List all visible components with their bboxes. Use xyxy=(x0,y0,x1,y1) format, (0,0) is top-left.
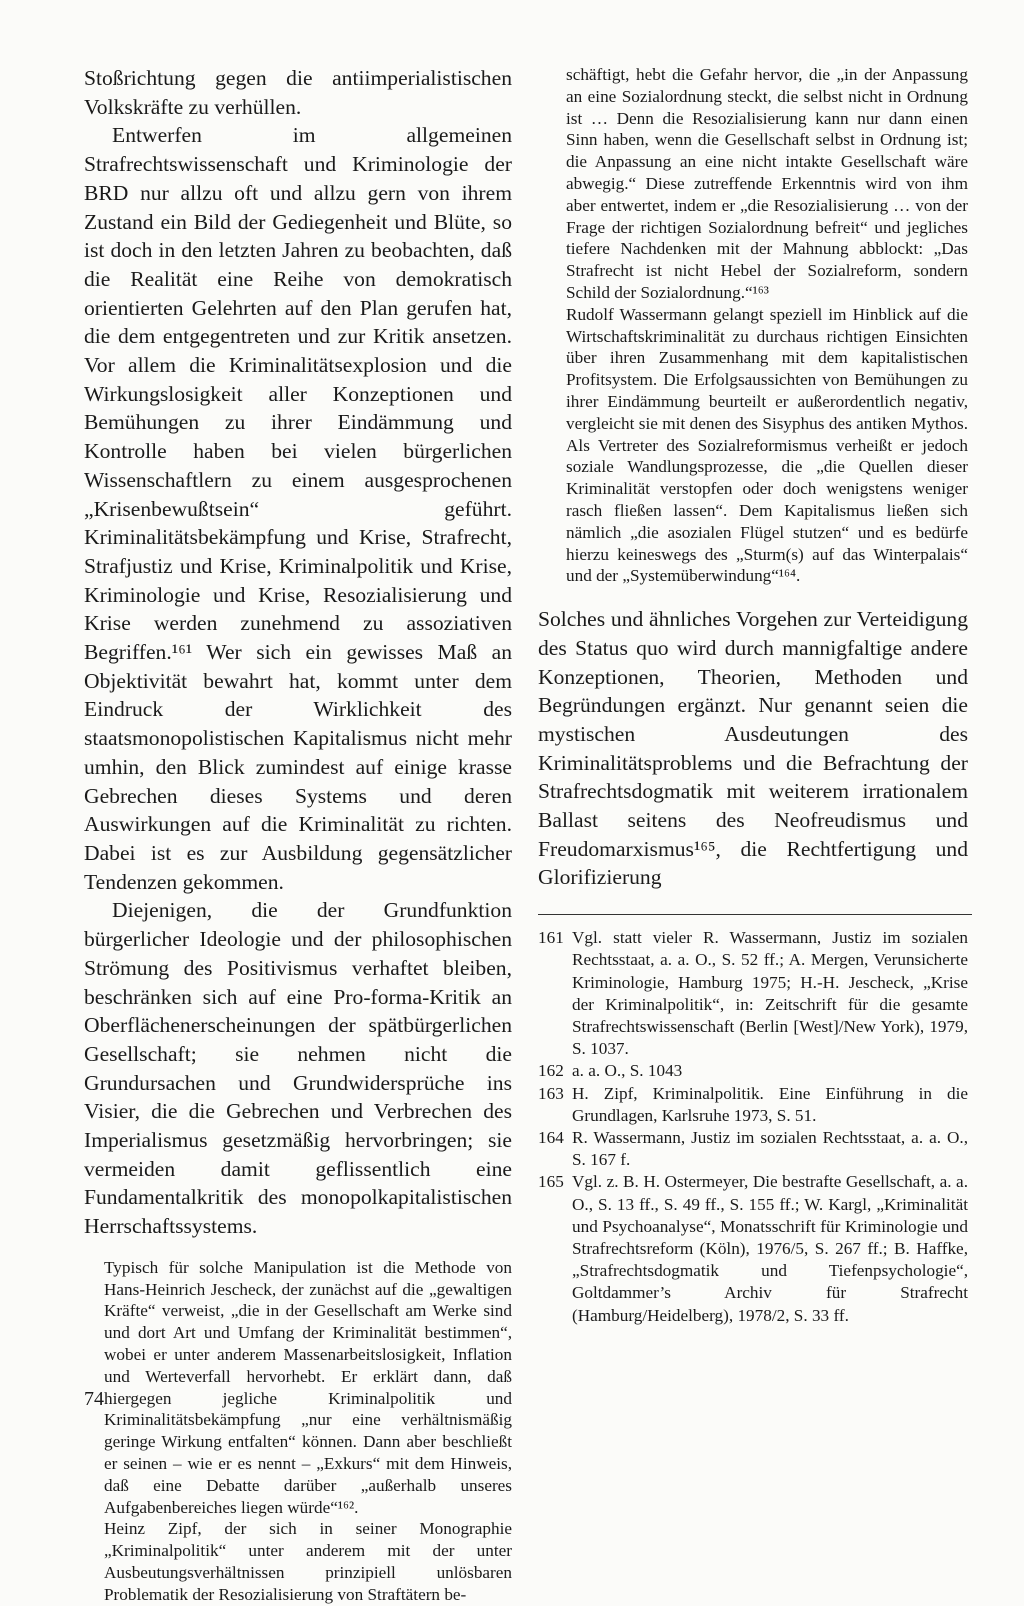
footnote-text: Vgl. z. B. H. Ostermeyer, Die bestrafte Gesellschaft, a. a. O., S. 13 ff., S. 49 ff., S. 155 ff.; W. Kargl, „Kriminalität und Psychoanalyse“, Monatsschrift für Kriminologie und Strafrechtsreform (Köln), 1976/5, S. 267 ff.; B. Haffke, „Strafrechtsdogmatik und Tiefenpsychologie“, Goltdammer’s Archiv für Strafrecht (Hamburg/Heidelberg), 1978/2, S. 33 ff. xyxy=(572,1172,968,1325)
body-paragraph: Entwerfen im allgemeinen Strafrechtswissenschaft und Kriminologie der BRD nur allzu oft und allzu gern von ihrem Zustand ein Bild der Gediegenheit und Blüte, so ist doch in den letzten Jahren zu beobachten, daß die Realität eine Reihe von demokratisch orientierten Gelehrten auf den Plan gerufen hat, die dem entgegentreten und zur Kritik ansetzen. Vor allem die Kriminalitätsexplosion und die Wirkungslosigkeit aller Konzeptionen und Bemühungen zu ihrer Eindämmung und Kontrolle haben bei vielen bürgerlichen Wissenschaftlern zu einem ausgesprochenen „Krisenbewußtsein“ geführt. Kriminalitätsbekämpfung und Krise, Strafrecht, Strafjustiz und Krise, Kriminalpolitik und Krise, Kriminologie und Krise, Resozialisierung und Krise werden zunehmend zu assoziativen Begriffen.¹⁶¹ Wer sich ein gewisses Maß an Objektivität bewahrt hat, kommt unter dem Eindruck der Wirklichkeit des staatsmonopolistischen Kapitalismus nicht mehr umhin, den Blick zumindest auf einige krasse Gebrechen dieses Systems und deren Auswirkungen auf die Kriminalität zu richten. Dabei ist es zur Ausbildung gegensätzlicher Tendenzen gekommen. xyxy=(84,123,512,894)
quote-block xyxy=(104,1257,512,1606)
footnotes xyxy=(538,927,968,1327)
body-paragraph: Stoßrichtung gegen die antiimperialistischen Volkskräfte zu verhüllen. xyxy=(84,66,512,119)
footnote-text: H. Zipf, Kriminalpolitik. Eine Einführung in die Grundlagen, Karlsruhe 1973, S. 51. xyxy=(572,1083,968,1125)
right-column xyxy=(538,64,968,1327)
quote-paragraph: Typisch für solche Manipulation ist die Methode von Hans-Heinrich Jescheck, der zunächst auf die „gewaltigen Kräfte“ verweist, „die in der Gesellschaft am Werke sind und dort Art und Umfang der Kriminalität bestimmen“, wobei er unter anderem Massenarbeitslosigkeit, Inflation und Werteverfall hervorhebt. Er erklärt dann, daß hiergegen jegliche Kriminalpolitik und Kriminalitätsbekämpfung „nur eine verhältnismäßig geringe Wirkung entfalten“ können. Dann aber beschließt er seinen – wie er es nennt – „Exkurs“ mit dem Hinweis, daß eine Debatte darüber „außerhalb unseres Aufgabenbereiches liegen würde“¹⁶². xyxy=(104,1257,512,1517)
footnote xyxy=(538,1083,968,1127)
body-paragraph: Solches und ähnliches Vorgehen zur Verteidigung des Status quo wird durch mannigfaltige andere Konzeptionen, Theorien, Methoden und Begründungen ergänzt. Nur genannt seien die mystischen Ausdeutungen des Kriminalitätsproblems und die Befrachtung der Strafrechtsdogmatik mit weiterem irrationalem Ballast seitens des Neofreudismus und Freudomarxismus¹⁶⁵, die Rechtfertigung und Glorifizierung xyxy=(538,607,968,890)
footnote-text: Vgl. statt vieler R. Wassermann, Justiz im sozialen Rechtsstaat, a. a. O., S. 52 ff.; A. Mergen, Verunsicherte Kriminologie, Hamburg 1975; H.-H. Jescheck, „Krise der Kriminalpolitik“, in: Zeitschrift für die gesamte Strafrechtswissenschaft (Berlin [West]/New York), 1979, S. 1037. xyxy=(572,928,968,1059)
footnote-number: 163 xyxy=(538,1083,564,1103)
footnote xyxy=(538,1127,968,1171)
footnote-text: a. a. O., S. 1043 xyxy=(572,1061,683,1081)
quote-block xyxy=(566,64,968,587)
footnote xyxy=(538,927,968,1060)
footnote-number: 164 xyxy=(538,1127,564,1147)
footnote-divider xyxy=(538,914,972,915)
body-paragraph: Diejenigen, die der Grundfunktion bürgerlicher Ideologie und der philosophischen Strömung des Positivismus verhaftet bleiben, beschränken sich auf eine Pro-forma-Kritik an Oberflächenerscheinungen der spätbürgerlichen Gesellschaft; sie nehmen nicht die Grundursachen und Grundwidersprüche ins Visier, die die Gebrechen und Verbrechen des Imperialismus gesetzmäßig hervorbringen; sie vermeiden damit geflissentlich eine Fundamentalkritik des monopolkapitalistischen Herrschaftssystems. xyxy=(84,898,512,1239)
footnote xyxy=(538,1171,968,1326)
footnote-number: 165 xyxy=(538,1172,564,1192)
quote-paragraph: schäftigt, hebt die Gefahr hervor, die „in der Anpassung an eine Sozialordnung steckt, die selbst nicht in Ordnung ist … Denn die Resozialisierung kann nur dann einen Sinn haben, wenn die Gesellschaft selbst in Ordnung ist; die Anpassung an eine nicht intakte Gesellschaft wäre abwegig.“ Diese zutreffende Erkenntnis wird von ihm aber entwertet, indem er „die Resozialisierung … von der Frage der richtigen Sozialordnung befreit“ und jegliches tiefere Nachdenken mit der Mahnung abblockt: „Das Strafrecht ist nicht Hebel der Sozialreform, sondern Schild der Sozialordnung.“¹⁶³ xyxy=(566,65,968,302)
quote-paragraph: Heinz Zipf, der sich in seiner Monographie „Kriminalpolitik“ unter anderem mit der unter Ausbeutungsverhältnissen prinzipiell unlösbaren Problematik der Resozialisierung von Straftätern be- xyxy=(104,1519,512,1604)
footnote-text: R. Wassermann, Justiz im sozialen Rechtsstaat, a. a. O., S. 167 f. xyxy=(572,1127,968,1170)
left-column xyxy=(84,64,512,1606)
footnote-number: 161 xyxy=(538,928,564,948)
footnote-number: 162 xyxy=(538,1061,564,1081)
footnote xyxy=(538,1060,968,1082)
page-number: 74 xyxy=(84,1388,104,1410)
quote-paragraph: Rudolf Wassermann gelangt speziell im Hinblick auf die Wirtschaftskriminalität zu durchaus richtigen Einsichten über ihren Zusammenhang mit dem kapitalistischen Profitsystem. Die Erfolgsaussichten von Bemühungen zu ihrer Eindämmung beurteilt er außerordentlich negativ, vergleicht sie mit denen des Sisyphus des antiken Mythos. Als Vertreter des Sozialreformismus verheißt er jedoch soziale Wandlungsprozesse, die „die Quellen dieser Kriminalität verstopfen oder doch wenigstens weniger rasch fließen lassen“. Dem Kapitalismus ließen sich nämlich „die asozialen Flügel stutzen“ und es bedürfe hierzu keineswegs des „Sturm(s) auf das Winterpalais“ und der „Systemüberwindung“¹⁶⁴. xyxy=(566,304,968,586)
